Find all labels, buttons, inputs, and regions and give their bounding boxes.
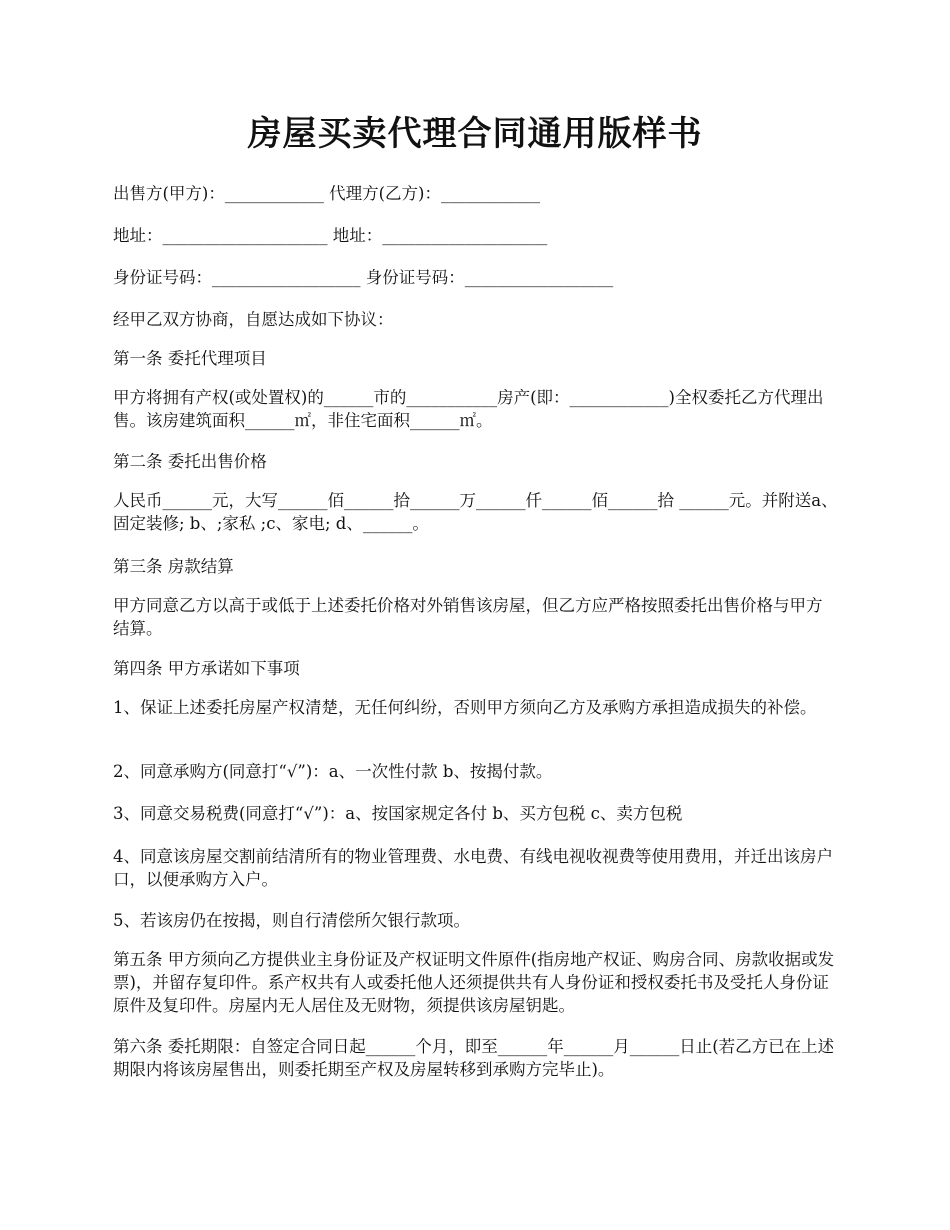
article-4-heading: 第四条 甲方承诺如下事项 <box>113 659 300 678</box>
article-4-item-5: 5、若该房仍在按揭，则自行清偿所欠银行款项。 <box>113 911 470 930</box>
article-1-body: 甲方将拥有产权(或处置权)的______市的___________房产(即：____________)全权委托乙方代理出售。该房建筑面积______㎡，非住宅面积______㎡。 <box>113 388 824 430</box>
article-4-item-3: 3、同意交易税费(同意打“√”)：a、按国家规定各付 b、买方包税 c、卖方包税 <box>113 804 683 823</box>
article-2-body: 人民币______元，大写______佰______拾______万______仟______佰______拾 ______元。并附送a、固定装修; b、;家私 ;c、家电; d、______。 <box>113 491 838 533</box>
address-line: 地址：____________________ 地址：____________________ <box>113 226 548 245</box>
article-4-item-1: 1、保证上述委托房屋产权清楚，无任何纠纷，否则甲方须向乙方及承购方承担造成损失的补偿。 <box>113 698 817 717</box>
article-4-item-4: 4、同意该房屋交割前结清所有的物业管理费、水电费、有线电视收视费等使用费用，并迁出该房户口，以便承购方入户。 <box>113 847 833 889</box>
document-title: 房屋买卖代理合同通用版样书 <box>247 114 703 154</box>
article-6-body: 第六条 委托期限：自签定合同日起______个月，即至______年______月______日止(若乙方已在上述期限内将该房屋售出，则委托期至产权及房屋转移到承购方完毕止)。 <box>113 1037 835 1079</box>
article-3-body: 甲方同意乙方以高于或低于上述委托价格对外销售该房屋，但乙方应严格按照委托出售价格与甲方结算。 <box>113 596 823 638</box>
article-1-heading: 第一条 委托代理项目 <box>113 349 267 368</box>
article-2-heading: 第二条 委托出售价格 <box>113 452 267 471</box>
agreement-intro: 经甲乙双方协商，自愿达成如下协议： <box>113 310 394 329</box>
article-4-item-2: 2、同意承购方(同意打“√”)：a、一次性付款 b、按揭付款。 <box>113 762 553 781</box>
id-number-line: 身份证号码：__________________ 身份证号码：__________________ <box>113 268 614 287</box>
article-5-body: 第五条 甲方须向乙方提供业主身份证及产权证明文件原件(指房地产权证、购房合同、房款收据或发票)，并留存复印件。系产权共有人或委托他人还须提供共有人身份证和授权委托书及受托人身份证原件及复印件。房屋内无人居住及无财物，须提供该房屋钥匙。 <box>113 950 835 1015</box>
article-3-heading: 第三条 房款结算 <box>113 557 234 576</box>
party-line: 出售方(甲方)：____________ 代理方(乙方)：____________ <box>113 184 540 203</box>
